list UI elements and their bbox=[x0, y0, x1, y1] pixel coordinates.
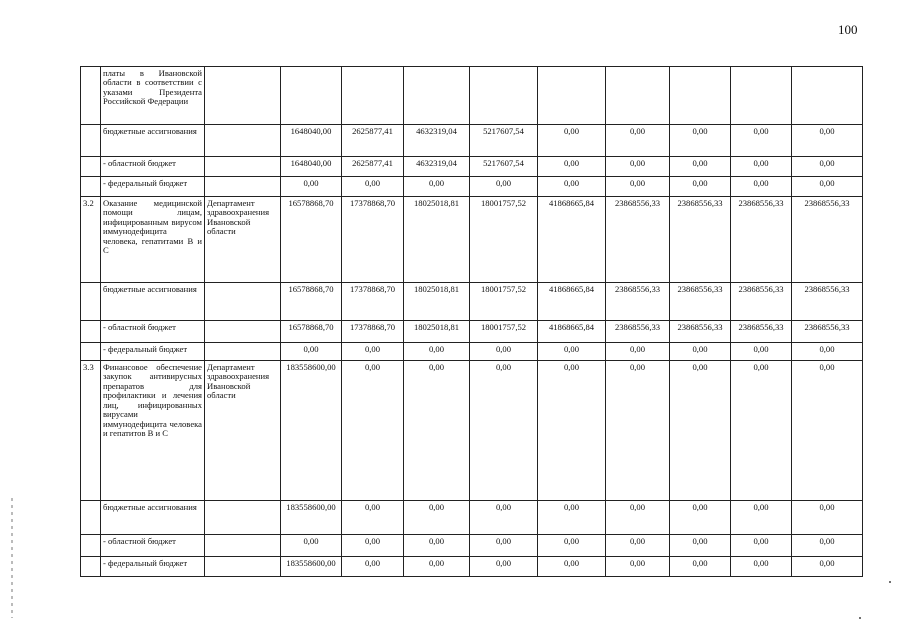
sub-row bbox=[81, 177, 863, 197]
value-cell: 0,00 bbox=[731, 157, 792, 177]
funding-label-cell: - федеральный бюджет bbox=[101, 343, 205, 361]
value-cell: 23868556,33 bbox=[606, 321, 670, 343]
value-cell: 0,00 bbox=[538, 177, 606, 197]
value-cell bbox=[281, 67, 342, 125]
value-cell: 5217607,54 bbox=[470, 157, 538, 177]
value-cell: 1648040,00 bbox=[281, 157, 342, 177]
index-cell bbox=[81, 321, 101, 343]
value-cell: 23868556,33 bbox=[731, 321, 792, 343]
value-cell: 0,00 bbox=[792, 157, 863, 177]
value-cell: 23868556,33 bbox=[606, 197, 670, 283]
value-cell: 0,00 bbox=[670, 361, 731, 501]
value-cell bbox=[470, 67, 538, 125]
value-cell: 18025018,81 bbox=[404, 283, 470, 321]
value-cell: 0,00 bbox=[404, 177, 470, 197]
value-cell: 0,00 bbox=[606, 177, 670, 197]
scan-artifact bbox=[11, 498, 13, 618]
value-cell: 0,00 bbox=[792, 343, 863, 361]
index-cell bbox=[81, 283, 101, 321]
responsible-cell bbox=[205, 321, 281, 343]
value-cell: 17378868,70 bbox=[342, 197, 404, 283]
value-cell: 23868556,33 bbox=[731, 197, 792, 283]
value-cell: 183558600,00 bbox=[281, 557, 342, 577]
scan-dot bbox=[889, 581, 891, 583]
value-cell: 0,00 bbox=[404, 535, 470, 557]
value-cell: 0,00 bbox=[404, 343, 470, 361]
value-cell: 0,00 bbox=[606, 557, 670, 577]
value-cell: 0,00 bbox=[404, 361, 470, 501]
value-cell: 0,00 bbox=[792, 535, 863, 557]
value-cell: 23868556,33 bbox=[670, 283, 731, 321]
responsible-cell bbox=[205, 535, 281, 557]
value-cell: 0,00 bbox=[670, 177, 731, 197]
value-cell: 0,00 bbox=[731, 557, 792, 577]
value-cell: 18001757,52 bbox=[470, 321, 538, 343]
value-cell bbox=[404, 67, 470, 125]
funding-label-cell: бюджетные ассигнования bbox=[101, 283, 205, 321]
value-cell: 0,00 bbox=[342, 343, 404, 361]
description-cell: Оказание медицинской помощи лицам, инфицированным вирусом иммунодефицита человека, гепатитами В и С bbox=[101, 197, 205, 283]
value-cell: 23868556,33 bbox=[792, 197, 863, 283]
value-cell: 0,00 bbox=[606, 343, 670, 361]
value-cell: 0,00 bbox=[606, 157, 670, 177]
value-cell: 0,00 bbox=[670, 501, 731, 535]
index-cell: 3.3 bbox=[81, 361, 101, 501]
sub-row bbox=[81, 157, 863, 177]
value-cell: 0,00 bbox=[404, 501, 470, 535]
value-cell: 23868556,33 bbox=[670, 321, 731, 343]
description-cell: Финансовое обеспечение закупок антивирусных препаратов для профилактики и лечения лиц, инфицированных вирусами иммунодефицита человека и гепатитов В и С bbox=[101, 361, 205, 501]
value-cell: 0,00 bbox=[342, 557, 404, 577]
value-cell: 18001757,52 bbox=[470, 283, 538, 321]
sub-row bbox=[81, 343, 863, 361]
responsible-cell bbox=[205, 557, 281, 577]
index-cell bbox=[81, 343, 101, 361]
value-cell: 0,00 bbox=[342, 361, 404, 501]
value-cell: 2625877,41 bbox=[342, 125, 404, 157]
index-cell bbox=[81, 177, 101, 197]
value-cell: 0,00 bbox=[342, 177, 404, 197]
value-cell bbox=[731, 67, 792, 125]
sub-row bbox=[81, 557, 863, 577]
value-cell: 23868556,33 bbox=[792, 321, 863, 343]
value-cell: 0,00 bbox=[538, 125, 606, 157]
value-cell: 0,00 bbox=[670, 535, 731, 557]
value-cell: 0,00 bbox=[670, 343, 731, 361]
value-cell: 41868665,84 bbox=[538, 197, 606, 283]
value-cell: 16578868,70 bbox=[281, 283, 342, 321]
funding-label-cell: - федеральный бюджет bbox=[101, 177, 205, 197]
value-cell: 0,00 bbox=[792, 557, 863, 577]
value-cell: 1648040,00 bbox=[281, 125, 342, 157]
value-cell: 0,00 bbox=[670, 557, 731, 577]
responsible-cell bbox=[205, 283, 281, 321]
value-cell bbox=[606, 67, 670, 125]
value-cell: 0,00 bbox=[792, 125, 863, 157]
value-cell: 0,00 bbox=[731, 501, 792, 535]
value-cell bbox=[342, 67, 404, 125]
responsible-cell bbox=[205, 157, 281, 177]
responsible-cell bbox=[205, 343, 281, 361]
value-cell: 0,00 bbox=[281, 535, 342, 557]
value-cell: 0,00 bbox=[670, 125, 731, 157]
sub-row bbox=[81, 535, 863, 557]
value-cell: 0,00 bbox=[792, 361, 863, 501]
value-cell: 0,00 bbox=[792, 501, 863, 535]
value-cell bbox=[538, 67, 606, 125]
value-cell: 183558600,00 bbox=[281, 361, 342, 501]
value-cell: 0,00 bbox=[731, 535, 792, 557]
value-cell: 16578868,70 bbox=[281, 197, 342, 283]
index-cell bbox=[81, 557, 101, 577]
description-cell: платы в Ивановской области в соответствии с указами Президента Российской Федерации bbox=[101, 67, 205, 125]
value-cell: 5217607,54 bbox=[470, 125, 538, 157]
value-cell bbox=[670, 67, 731, 125]
funding-label-cell: бюджетные ассигнования bbox=[101, 125, 205, 157]
value-cell: 18025018,81 bbox=[404, 321, 470, 343]
value-cell: 23868556,33 bbox=[731, 283, 792, 321]
value-cell: 0,00 bbox=[470, 343, 538, 361]
value-cell: 0,00 bbox=[606, 361, 670, 501]
responsible-cell bbox=[205, 67, 281, 125]
value-cell: 0,00 bbox=[606, 535, 670, 557]
value-cell: 4632319,04 bbox=[404, 157, 470, 177]
value-cell: 4632319,04 bbox=[404, 125, 470, 157]
value-cell: 0,00 bbox=[470, 557, 538, 577]
value-cell: 23868556,33 bbox=[606, 283, 670, 321]
value-cell: 0,00 bbox=[470, 535, 538, 557]
value-cell: 0,00 bbox=[606, 125, 670, 157]
value-cell: 0,00 bbox=[670, 157, 731, 177]
funding-label-cell: - областной бюджет bbox=[101, 157, 205, 177]
main-row bbox=[81, 361, 863, 501]
index-cell bbox=[81, 535, 101, 557]
value-cell: 0,00 bbox=[281, 177, 342, 197]
value-cell: 17378868,70 bbox=[342, 321, 404, 343]
index-cell bbox=[81, 125, 101, 157]
responsible-cell: Департамент здравоохранения Ивановской области bbox=[205, 361, 281, 501]
sub-row bbox=[81, 125, 863, 157]
value-cell: 0,00 bbox=[731, 177, 792, 197]
value-cell: 18001757,52 bbox=[470, 197, 538, 283]
value-cell: 183558600,00 bbox=[281, 501, 342, 535]
sub-row bbox=[81, 283, 863, 321]
value-cell: 0,00 bbox=[538, 343, 606, 361]
responsible-cell bbox=[205, 177, 281, 197]
main-row bbox=[81, 197, 863, 283]
value-cell: 23868556,33 bbox=[670, 197, 731, 283]
index-cell bbox=[81, 501, 101, 535]
budget-table bbox=[80, 66, 863, 577]
sub-row bbox=[81, 321, 863, 343]
funding-label-cell: бюджетные ассигнования bbox=[101, 501, 205, 535]
value-cell: 0,00 bbox=[731, 361, 792, 501]
value-cell: 0,00 bbox=[538, 535, 606, 557]
value-cell: 0,00 bbox=[342, 535, 404, 557]
value-cell: 0,00 bbox=[342, 501, 404, 535]
continuation-row bbox=[81, 67, 863, 125]
responsible-cell: Департамент здравоохранения Ивановской области bbox=[205, 197, 281, 283]
value-cell: 0,00 bbox=[470, 177, 538, 197]
value-cell: 23868556,33 bbox=[792, 283, 863, 321]
value-cell: 16578868,70 bbox=[281, 321, 342, 343]
value-cell: 0,00 bbox=[470, 361, 538, 501]
table-body bbox=[81, 67, 863, 577]
value-cell: 0,00 bbox=[538, 557, 606, 577]
index-cell bbox=[81, 157, 101, 177]
value-cell: 41868665,84 bbox=[538, 321, 606, 343]
value-cell: 0,00 bbox=[470, 501, 538, 535]
value-cell: 0,00 bbox=[404, 557, 470, 577]
scan-dot bbox=[859, 617, 861, 619]
funding-label-cell: - областной бюджет bbox=[101, 321, 205, 343]
funding-label-cell: - федеральный бюджет bbox=[101, 557, 205, 577]
value-cell: 0,00 bbox=[731, 343, 792, 361]
value-cell: 0,00 bbox=[538, 501, 606, 535]
value-cell: 17378868,70 bbox=[342, 283, 404, 321]
index-cell: 3.2 bbox=[81, 197, 101, 283]
value-cell: 0,00 bbox=[281, 343, 342, 361]
value-cell: 41868665,84 bbox=[538, 283, 606, 321]
value-cell: 18025018,81 bbox=[404, 197, 470, 283]
value-cell: 0,00 bbox=[538, 361, 606, 501]
value-cell: 0,00 bbox=[731, 125, 792, 157]
value-cell: 0,00 bbox=[606, 501, 670, 535]
value-cell: 0,00 bbox=[538, 157, 606, 177]
value-cell: 0,00 bbox=[792, 177, 863, 197]
value-cell bbox=[792, 67, 863, 125]
index-cell bbox=[81, 67, 101, 125]
responsible-cell bbox=[205, 125, 281, 157]
value-cell: 2625877,41 bbox=[342, 157, 404, 177]
page-number: 100 bbox=[838, 22, 858, 37]
sub-row bbox=[81, 501, 863, 535]
funding-label-cell: - областной бюджет bbox=[101, 535, 205, 557]
responsible-cell bbox=[205, 501, 281, 535]
